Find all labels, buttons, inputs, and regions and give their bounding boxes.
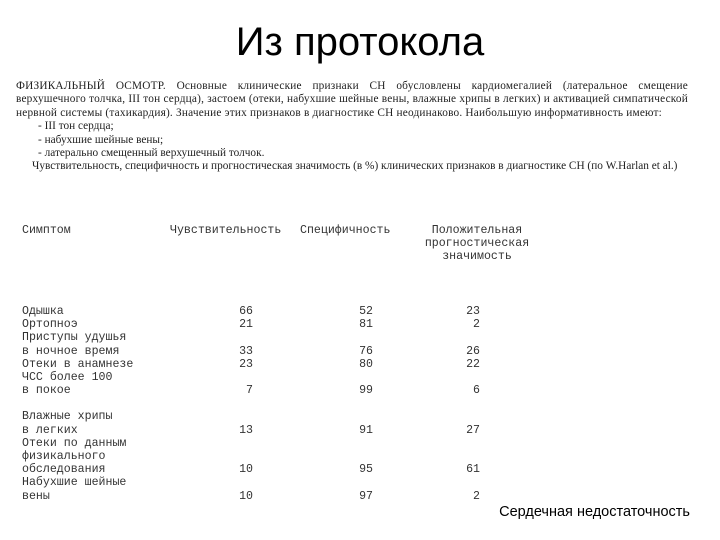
cell-symptom: ЧСС более 100 в покое	[22, 371, 113, 398]
cell-specificity: 99	[359, 384, 373, 398]
cell-symptom: Отеки по данным физикального обследования	[22, 436, 127, 477]
header-symptom: Симптом	[22, 224, 71, 237]
cell-sensitivity: 66	[239, 305, 253, 318]
key-signs-list	[16, 120, 688, 160]
table-row	[22, 318, 542, 331]
table-row	[22, 476, 542, 502]
footer-caption: Сердечная недостаточность	[499, 504, 690, 520]
header-ppv: Положительная прогностическая значимость	[424, 224, 530, 263]
table-row	[22, 358, 542, 371]
cell-sensitivity: 13	[239, 423, 253, 437]
list-item: - набухшие шейные вены;	[38, 133, 164, 146]
table-row	[22, 437, 542, 477]
list-item: - латерально смещенный верхушечный толчок.	[38, 147, 265, 160]
cell-ppv: 61	[466, 463, 480, 477]
cell-sensitivity: 7	[246, 384, 253, 398]
cell-symptom: Отеки в анамнезе	[22, 357, 134, 371]
cell-ppv: 23	[466, 305, 480, 318]
cell-symptom: Приступы удушья в ночное время	[22, 331, 127, 358]
cell-symptom: Влажные хрипы в легких	[22, 410, 113, 437]
cell-symptom: Ортопноэ	[22, 318, 78, 332]
cell-ppv: 6	[473, 384, 480, 398]
header-specificity: Специфичность	[300, 224, 391, 237]
cell-sensitivity: 21	[239, 318, 253, 332]
table-body	[22, 305, 542, 503]
cell-sensitivity: 23	[239, 357, 253, 371]
list-item: - III тон сердца;	[38, 120, 114, 133]
cell-symptom: Набухшие шейные вены	[22, 476, 127, 503]
cell-symptom: Одышка	[22, 305, 64, 318]
table-row	[22, 410, 542, 436]
cell-sensitivity: 33	[239, 344, 253, 358]
cell-ppv: 2	[473, 318, 480, 332]
excerpt-text: Основные клинические признаки СН обусловлены кардиомегалией (латеральное смещение верхушечного толчка, III тон сердца), застоем (отеки, набухшие шейные вены, влажные хрипы в легких) и активацией симпатической нервной системы (тахикардия). Значение этих признаков в диагностике СН неодинаково. Наибольшую информативность имеют:	[16, 80, 689, 119]
cell-specificity: 95	[359, 463, 373, 477]
cell-sensitivity: 10	[239, 463, 253, 477]
cell-specificity: 52	[359, 305, 373, 318]
protocol-excerpt	[16, 80, 688, 174]
cell-sensitivity: 10	[239, 489, 253, 503]
header-sensitivity: Чувствительность	[170, 224, 282, 237]
page-title: Из протокола	[235, 20, 485, 64]
table-row	[22, 371, 542, 397]
excerpt-paragraph	[16, 80, 688, 120]
excerpt-closing: Чувствительность, специфичность и прогностическая значимость (в %) клинических признаков в диагностике СН (по W.Harlan et al.)	[32, 160, 678, 173]
cell-specificity: 91	[359, 423, 373, 437]
cell-ppv: 27	[466, 423, 480, 437]
excerpt-heading: ФИЗИКАЛЬНЫЙ ОСМОТР.	[16, 80, 166, 92]
symptom-table	[22, 224, 542, 503]
table-header	[22, 224, 542, 263]
table-row	[22, 305, 542, 318]
cell-specificity: 80	[359, 357, 373, 371]
cell-ppv: 26	[466, 344, 480, 358]
cell-specificity: 97	[359, 489, 373, 503]
cell-specificity: 81	[359, 318, 373, 332]
cell-ppv: 2	[473, 489, 480, 503]
cell-ppv: 22	[466, 357, 480, 371]
table-row	[22, 331, 542, 357]
cell-specificity: 76	[359, 344, 373, 358]
